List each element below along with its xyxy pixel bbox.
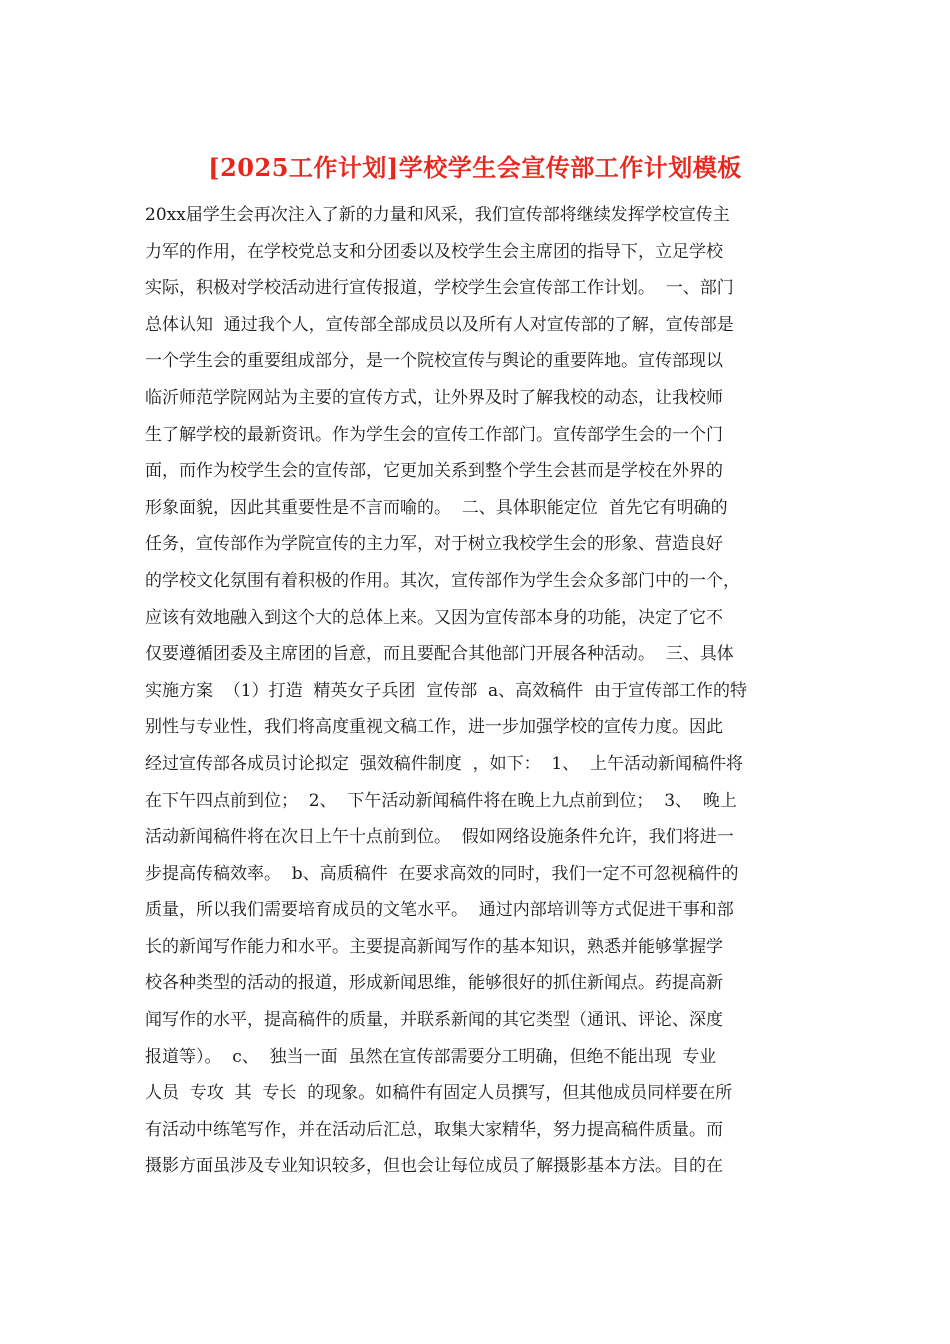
body-line-16: 经过宣传部各成员讨论拟定 强效稿件制度 ，如下： 1、 上午活动新闻稿件将 [145, 753, 744, 774]
body-line-8: 面，而作为校学生会的宣传部，它更加关系到整个学生会甚而是学校在外界的 [145, 461, 723, 482]
body-line-1: 20xx届学生会再次注入了新的力量和风采，我们宣传部将继续发挥学校宣传主 [145, 205, 730, 225]
body-line-4: 总体认知 通过我个人，宣传部全部成员以及所有人对宣传部的了解，宣传部是 [145, 314, 734, 335]
body-line-27: 摄影方面虽涉及专业知识较多，但也会让每位成员了解摄影基本方法。目的在 [145, 1156, 723, 1177]
body-line-2: 力军的作用，在学校党总支和分团委以及校学生会主席团的指导下，立足学校 [145, 241, 723, 262]
body-line-6: 临沂师范学院网站为主要的宣传方式，让外界及时了解我校的动态，让我校师 [145, 387, 723, 408]
body-line-9: 形象面貌，因此其重要性是不言而喻的。 二、具体职能定位 首先它有明确的 [145, 497, 728, 518]
body-line-19: 步提高传稿效率。 b、高质稿件 在要求高效的同时，我们一定不可忽视稿件的 [145, 863, 739, 884]
body-line-20: 质量，所以我们需要培育成员的文笔水平。 通过内部培训等方式促进干事和部 [145, 900, 734, 921]
document-title: [2025工作计划]学校学生会宣传部工作计划模板 [208, 153, 742, 182]
body-line-21: 长的新闻写作能力和水平。主要提高新闻写作的基本知识，熟悉并能够掌握学 [145, 936, 723, 957]
body-line-25: 人员 专攻 其 专长 的现象。如稿件有固定人员撰写，但其他成员同样要在所 [145, 1083, 733, 1104]
body-line-7: 生了解学校的最新资讯。作为学生会的宣传工作部门。宣传部学生会的一个门 [145, 424, 723, 445]
body-line-3: 实际，积极对学校活动进行宣传报道，学校学生会宣传部工作计划。 一、部门 [145, 278, 734, 299]
body-line-10: 任务，宣传部作为学院宣传的主力军，对于树立我校学生会的形象、营造良好 [145, 534, 723, 555]
body-line-11: 的学校文化氛围有着积极的作用。其次，宣传部作为学生会众多部门中的一个， [145, 570, 740, 591]
body-line-23: 闻写作的水平，提高稿件的质量，并联系新闻的其它类型（通讯、评论、深度 [145, 1010, 723, 1031]
body-line-26: 有活动中练笔写作，并在活动后汇总，取集大家精华，努力提高稿件质量。而 [145, 1119, 723, 1140]
body-line-14: 实施方案 （1）打造 精英女子兵团 宣传部 a、高效稿件 由于宣传部工作的特 [145, 680, 747, 701]
body-line-18: 活动新闻稿件将在次日上午十点前到位。 假如网络设施条件允许，我们将进一 [145, 827, 734, 848]
body-line-24: 报道等）。 c、 独当一面 虽然在宣传部需要分工明确，但绝不能出现 专业 [145, 1046, 717, 1067]
body-line-17: 在下午四点前到位； 2、 下午活动新闻稿件将在晚上九点前到位； 3、 晚上 [145, 790, 737, 811]
body-line-15: 别性与专业性，我们将高度重视文稿工作，进一步加强学校的宣传力度。因此 [145, 717, 723, 738]
document-body [145, 197, 810, 1185]
body-line-13: 仅要遵循团委及主席团的旨意，而且要配合其他部门开展各种活动。 三、具体 [145, 644, 734, 665]
body-line-22: 校各种类型的活动的报道，形成新闻思维，能够很好的抓住新闻点。药提高新 [145, 973, 723, 994]
body-line-12: 应该有效地融入到这个大的总体上来。又因为宣传部本身的功能，决定了它不 [145, 607, 723, 628]
body-line-5: 一个学生会的重要组成部分，是一个院校宣传与舆论的重要阵地。宣传部现以 [145, 351, 723, 372]
